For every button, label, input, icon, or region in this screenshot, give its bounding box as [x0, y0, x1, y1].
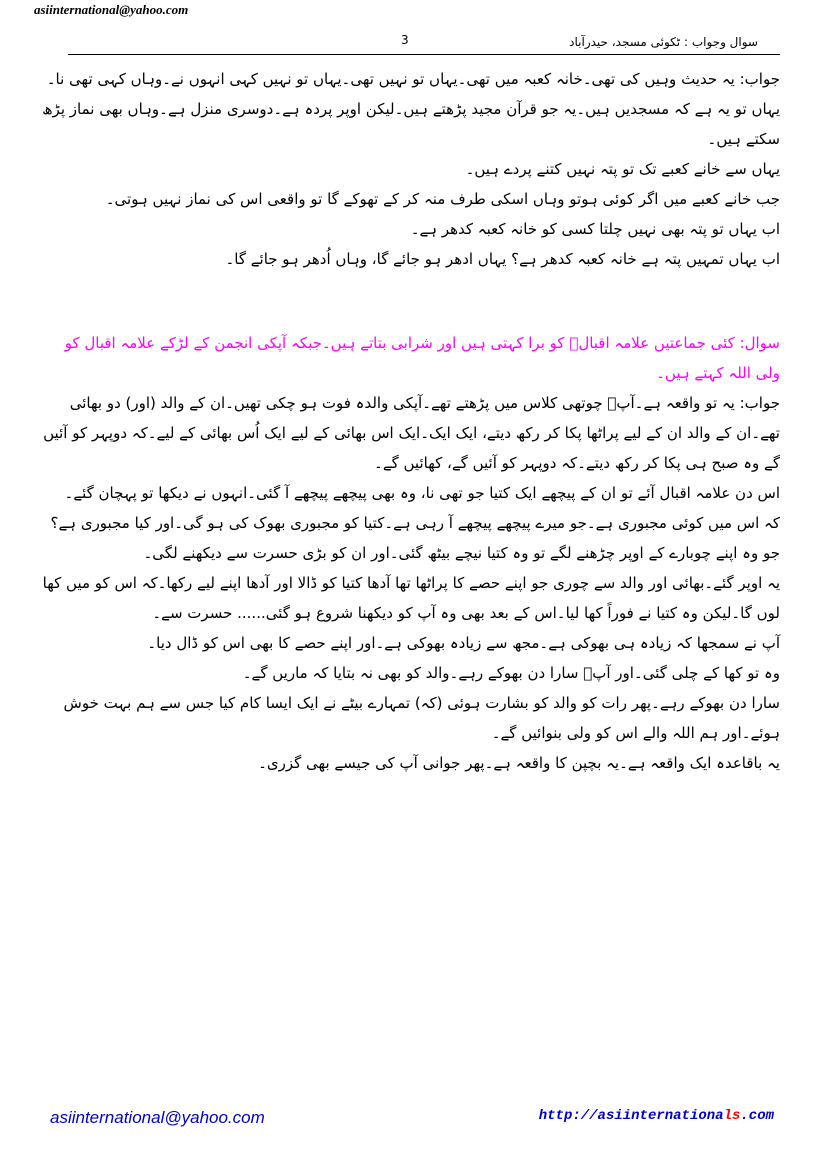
answer-1-line: یہاں سے خانے کعبے تک تو پتہ نہیں کتنے پردے ہیں۔ [465, 160, 780, 178]
paragraph-gap [42, 274, 780, 306]
answer-2-line: آپ نے سمجھا کہ زیادہ ہی بھوکی ہے۔مجھ سے زیادہ بھوکی ہے۔اور اپنے حصے کا بھی اس کو ڈال دیا۔ [147, 634, 780, 652]
answer-1-line: جواب: یہ حدیث وہیں کی تھی۔خانہ کعبہ میں تھی۔یہاں تو نہیں تھی۔یہاں تو نہیں کہی انہوں نے۔وہاں کہی تھی نا۔ [46, 70, 780, 88]
answer-2-line: جواب: یہ تو واقعہ ہے۔آپؒ چوتھی کلاس میں پڑھتے تھے۔آپکی والدہ فوت ہو چکی تھیں۔ان کے والد (اور) دو بھائی تھے۔ان کے والد ان کے لیے پراٹھا پکا کر رکھ دیتے، ایک ایک۔ایک اس بھائی کے لیے ایک اُس بھائی کے لیے۔کہ دوپہر کو آئیں گے وہ صبح ہی پکا کر رکھ دیتے۔کہ دوپہر کو آئیں گے، کھائیں گے۔ [43, 394, 780, 472]
header-email: asiinternational@yahoo.com [34, 2, 189, 17]
answer-1-line: جب خانے کعبے میں اگر کوئی ہوتو وہاں اسکی طرف منہ کر کے تھوکے گا تو واقعی اس کی نماز نہیں ہوتی۔ [105, 190, 780, 208]
footer-email-link[interactable]: asiinternational@yahoo.com [50, 1108, 265, 1127]
answer-2-line: یہ باقاعدہ ایک واقعہ ہے۔یہ بچپن کا واقعہ ہے۔پھر جوانی آپ کی جیسے بھی گزری۔ [258, 754, 780, 772]
document-body [42, 64, 780, 778]
answer-1-line: اب یہاں تمہیں پتہ ہے خانہ کعبہ کدھر ہے؟ یہاں ادھر ہو جائے گا، وہاں اُدھر ہو جائے گا۔ [225, 250, 780, 268]
url-part: http://asiinternationa [538, 1108, 724, 1124]
url-part: .com [740, 1108, 774, 1124]
answer-1-line: یہاں تو یہ ہے کہ مسجدیں ہیں۔یہ جو قرآن مجید پڑھتے ہیں۔لیکن اوپر پردہ ہے۔دوسری منزل ہے۔وہاں بھی نماز پڑھ سکتے ہیں۔ [42, 100, 780, 148]
answer-2-line: جو وہ اپنے چوبارے کے اوپر چڑھنے لگے تو وہ کتیا نیچے بیٹھ گئی۔اور ان کو بڑی حسرت سے دیکھنے لگی۔ [143, 544, 780, 562]
answer-2-line: وہ تو کھا کے چلی گئی۔اور آپؒ سارا دن بھوکے رہے۔والد کو بھی نہ بتایا کہ ماریں گے۔ [242, 664, 780, 682]
answer-2-line: کہ اس میں کوئی مجبوری ہے۔جو میرے پیچھے پیچھے آ رہی ہے۔کتیا کو مجبوری بھوک کی ہو گی۔اور کیا مجبوری ہے؟ [50, 514, 780, 532]
answer-2-line: یہ اوپر گئے۔بھائی اور والد سے چوری جو اپنے حصے کا پراٹھا تھا آدھا کتیا کو ڈالا اور آدھا اپنے لیے رکھا۔کہ اس کو میں کھا لوں گا۔لیکن وہ کتیا نے فوراً کھا لیا۔اس کے بعد بھی وہ آپ کو دیکھنا شروع ہو گئی...... حسرت سے۔ [42, 574, 780, 622]
page-number: 3 [401, 33, 409, 47]
page-header-title: سوال وجواب : ٹکوئی مسجد، حیدرآباد [569, 35, 758, 49]
answer-2-line: سارا دن بھوکے رہے۔پھر رات کو والد کو بشارت ہوئی (کہ) تمہارے بیٹے نے ایک ایسا کام کیا جس سے ہم بہت خوش ہوئے۔اور ہم اللہ والے اس کو ولی بنوائیں گے۔ [63, 694, 780, 742]
url-highlight: ls [723, 1108, 741, 1124]
answer-2-line: اس دن علامہ اقبال آئے تو ان کے پیچھے ایک کتیا جو تھی نا، وہ بھی پیچھے پیچھے آ گئی۔انہوں نے دیکھا تو پہچان گئے۔ [64, 484, 780, 502]
question-text: سوال: کئی جماعتیں علامہ اقبالؒ کو برا کہتی ہیں اور شرابی بتاتے ہیں۔جبکہ آپکی انجمن کے لڑکے علامہ اقبال کو ولی اللہ کہتے ہیں۔ [64, 334, 780, 382]
footer-website-link[interactable] [539, 1108, 774, 1124]
answer-1-line: اب یہاں تو پتہ بھی نہیں چلتا کسی کو خانہ کعبہ کدھر ہے۔ [410, 220, 780, 238]
header-divider [68, 54, 780, 55]
